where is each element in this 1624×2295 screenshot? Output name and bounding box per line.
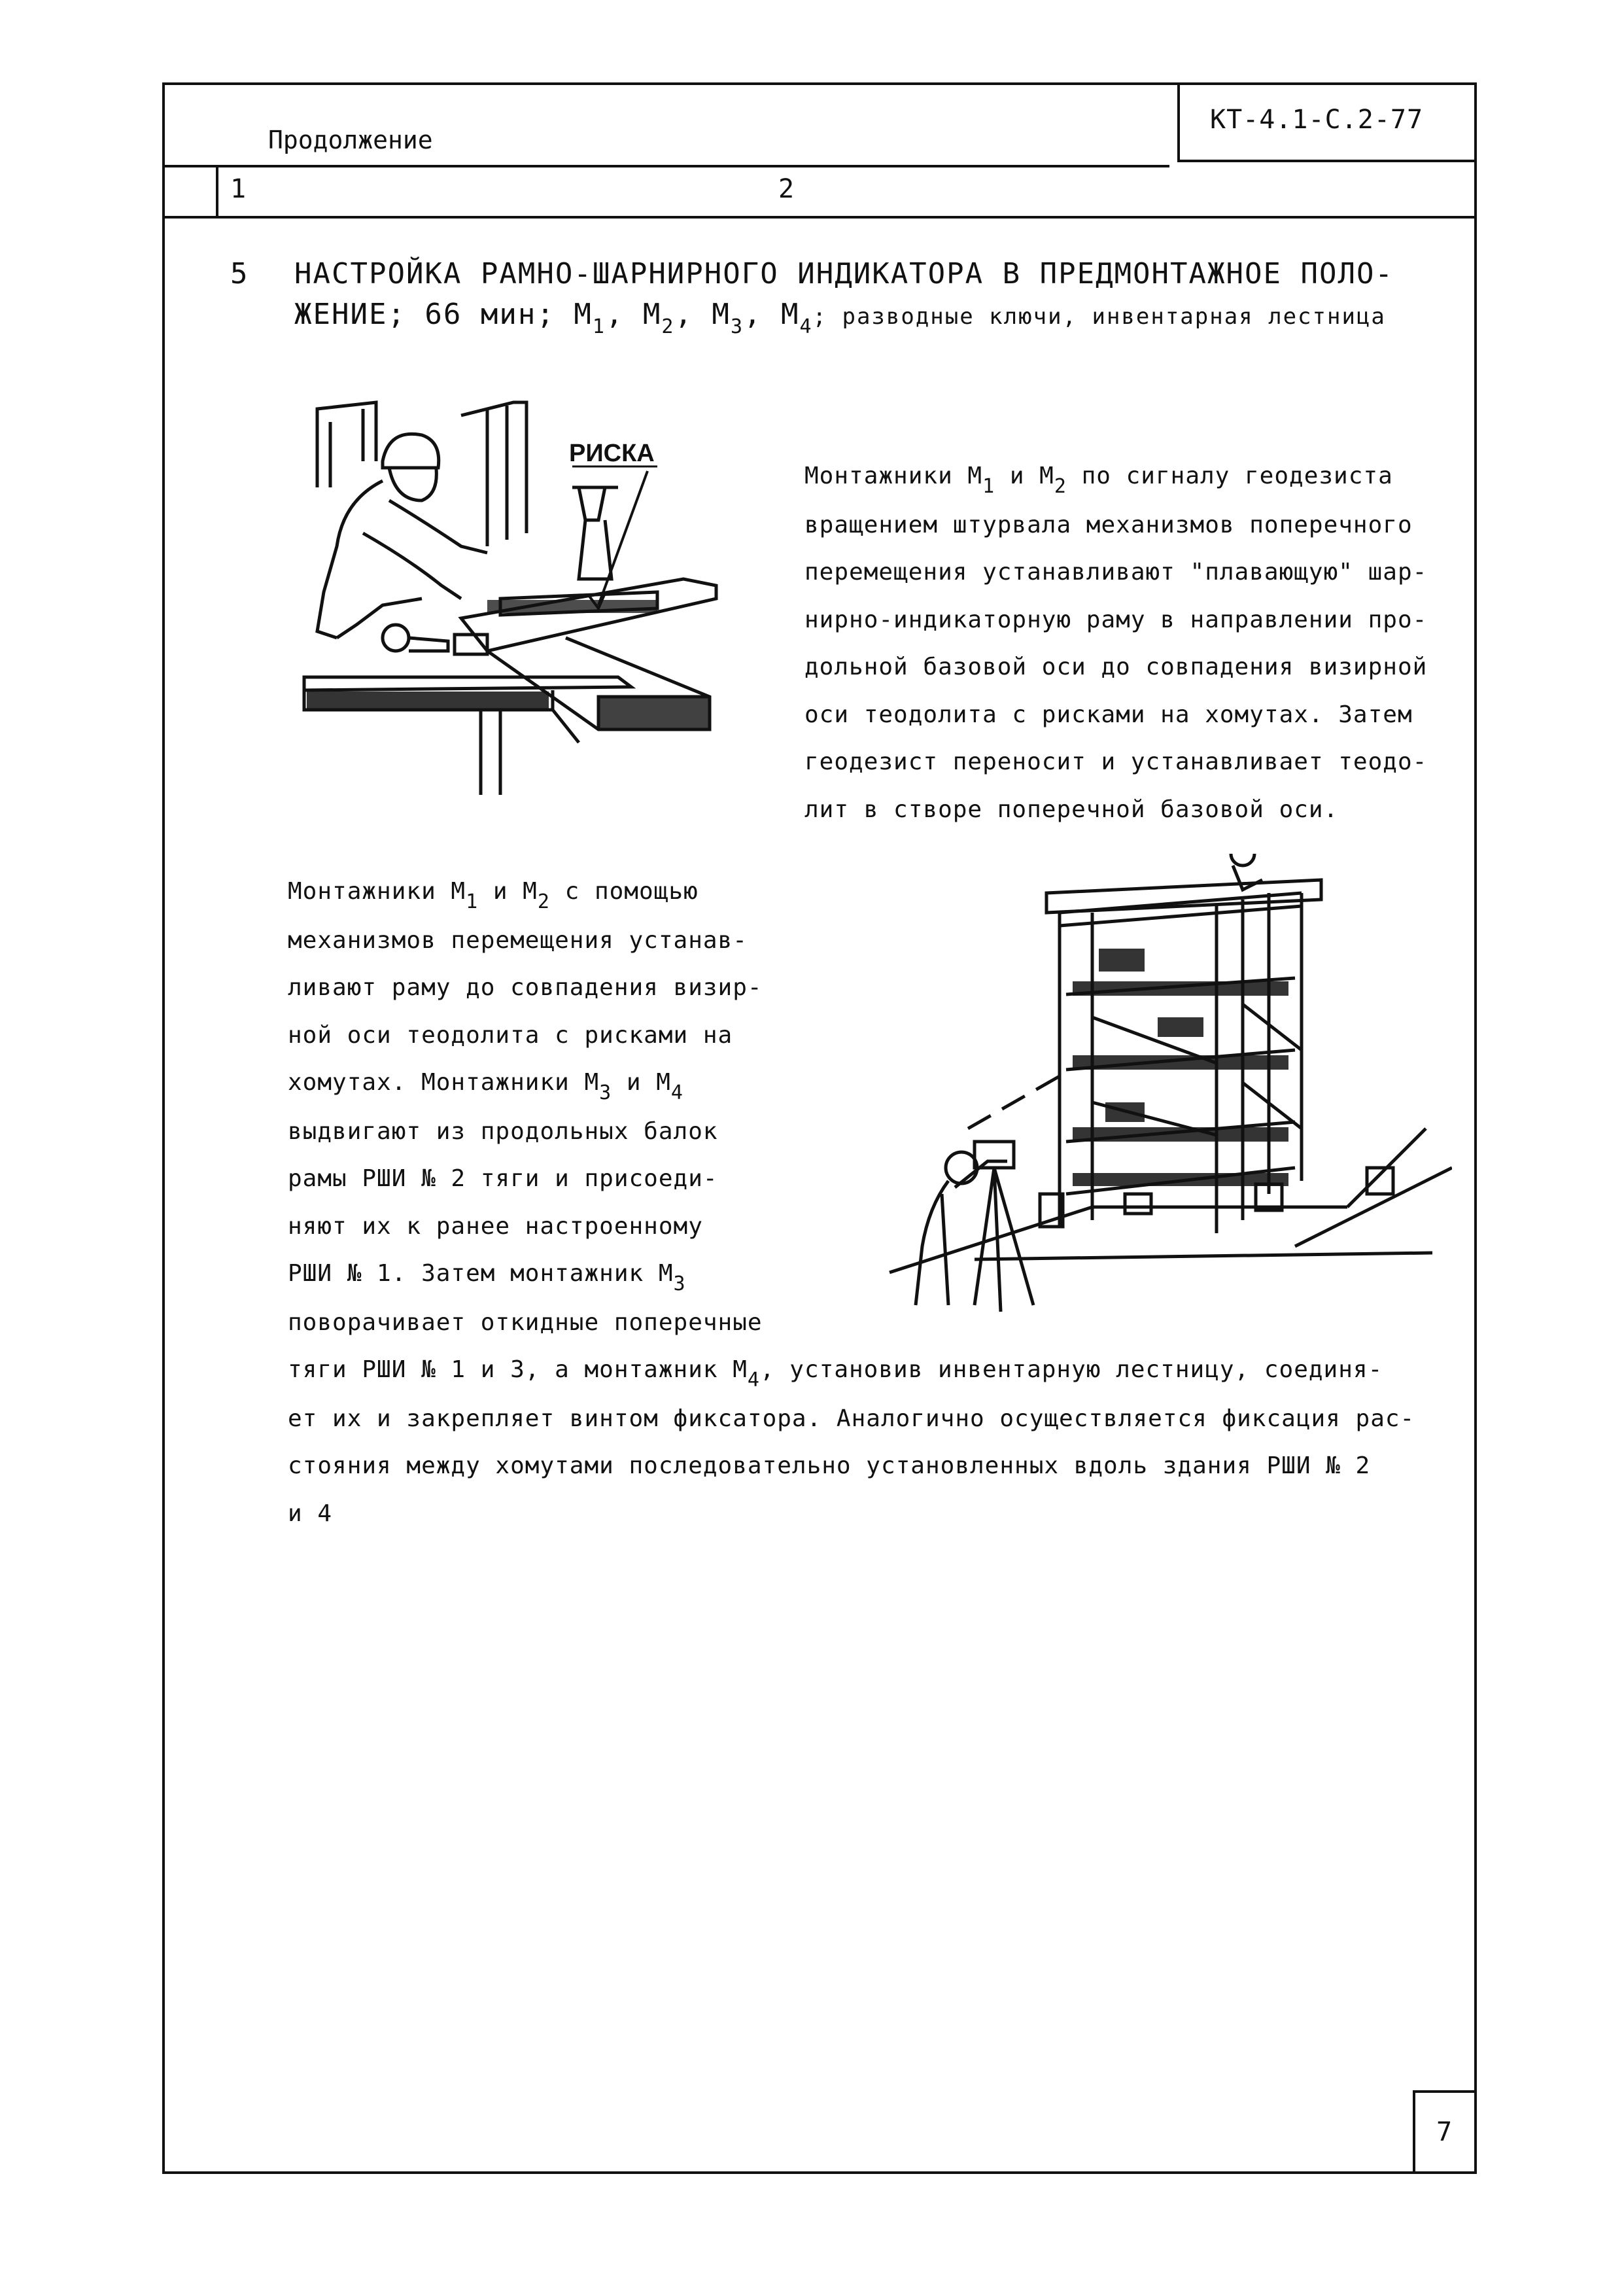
paragraph-1-line-3: перемещения устанавливают "плавающую" шар- [804, 559, 1428, 586]
paragraph-2-line-6: выдвигают из продольных балок [288, 1117, 718, 1145]
paragraph-2-line-10: поворачивает откидные поперечные [288, 1308, 763, 1336]
paragraph-2 [288, 868, 1415, 1537]
column-number-1: 1 [230, 174, 247, 204]
paragraph-2-line-8: няют их к ранее настроенному [288, 1212, 703, 1240]
section-title-line1: НАСТРОЙКА РАМНО-ШАРНИРНОГО ИНДИКАТОРА В ПРЕДМОНТАЖНОЕ ПОЛО- [294, 257, 1394, 290]
section-title [294, 254, 1394, 338]
paragraph-1 [804, 453, 1427, 833]
column-number-2: 2 [778, 174, 795, 204]
paragraph-2-line-2: механизмов перемещения устанав- [288, 926, 748, 954]
paragraph-2-line-12: ет их и закрепляет винтом фиксатора. Аналогично осуществляется фиксация рас- [288, 1405, 1415, 1432]
paragraph-2-line-11: тяги РШИ № 1 и 3, а монтажник $М_4$, установив инвентарную лестницу, соединя- [288, 1356, 1383, 1392]
continuation-label: Продолжение [268, 126, 433, 154]
doc-code: КТ-4.1-С.2-77 [1210, 105, 1424, 135]
paragraph-2-line-5: хомутах. Монтажники $М_3$ и $М_4$ [288, 1069, 683, 1104]
riska-label: РИСКА [569, 440, 655, 467]
paragraph-2-line-9: РШИ № 1. Затем монтажник $М_3$ [288, 1260, 686, 1295]
paragraph-1-line-2: вращением штурвала механизмов поперечного [804, 511, 1413, 538]
paragraph-1-line-4: нирно-индикаторную раму в направлении про- [804, 606, 1428, 633]
paragraph-2-line-7: рамы РШИ № 2 тяги и присоеди- [288, 1165, 718, 1192]
paragraph-1-line-8: лит в створе поперечной базовой оси. [804, 796, 1339, 823]
worker-adjusting-frame-illustration [291, 389, 769, 808]
section-number: 5 [230, 257, 249, 290]
paragraph-2-line-13: стояния между хомутами последовательно установленных вдоль здания РШИ № 2 [288, 1452, 1371, 1479]
column-divider [216, 167, 218, 216]
paragraph-2-line-3: ливают раму до совпадения визир- [288, 974, 763, 1001]
paragraph-1-line-1: Монтажники $М_1$ и $М_2$ по сигналу геодезиста [804, 463, 1393, 498]
header-rule-bottom [162, 216, 1477, 219]
paragraph-1-line-7: геодезист переносит и устанавливает теодо- [804, 748, 1428, 775]
header-rule-top [162, 165, 1169, 167]
page-number: 7 [1436, 2117, 1453, 2147]
paragraph-2-line-1: Монтажники $М_1$ и $М_2$ с помощью [288, 878, 699, 913]
paragraph-2-line-14: и 4 [288, 1499, 333, 1527]
paragraph-2-line-4: ной оси теодолита с рисками на [288, 1021, 733, 1049]
section-title-line2: ЖЕНИЕ; 66 мин; $М_1$, $М_2$, $М_3$, $М_4$; разводные ключи, инвентарная лестница [294, 298, 1386, 338]
paragraph-1-line-5: дольной базовой оси до совпадения визирной [804, 654, 1428, 680]
paragraph-1-line-6: оси теодолита с рисками на хомутах. Затем [804, 701, 1413, 728]
